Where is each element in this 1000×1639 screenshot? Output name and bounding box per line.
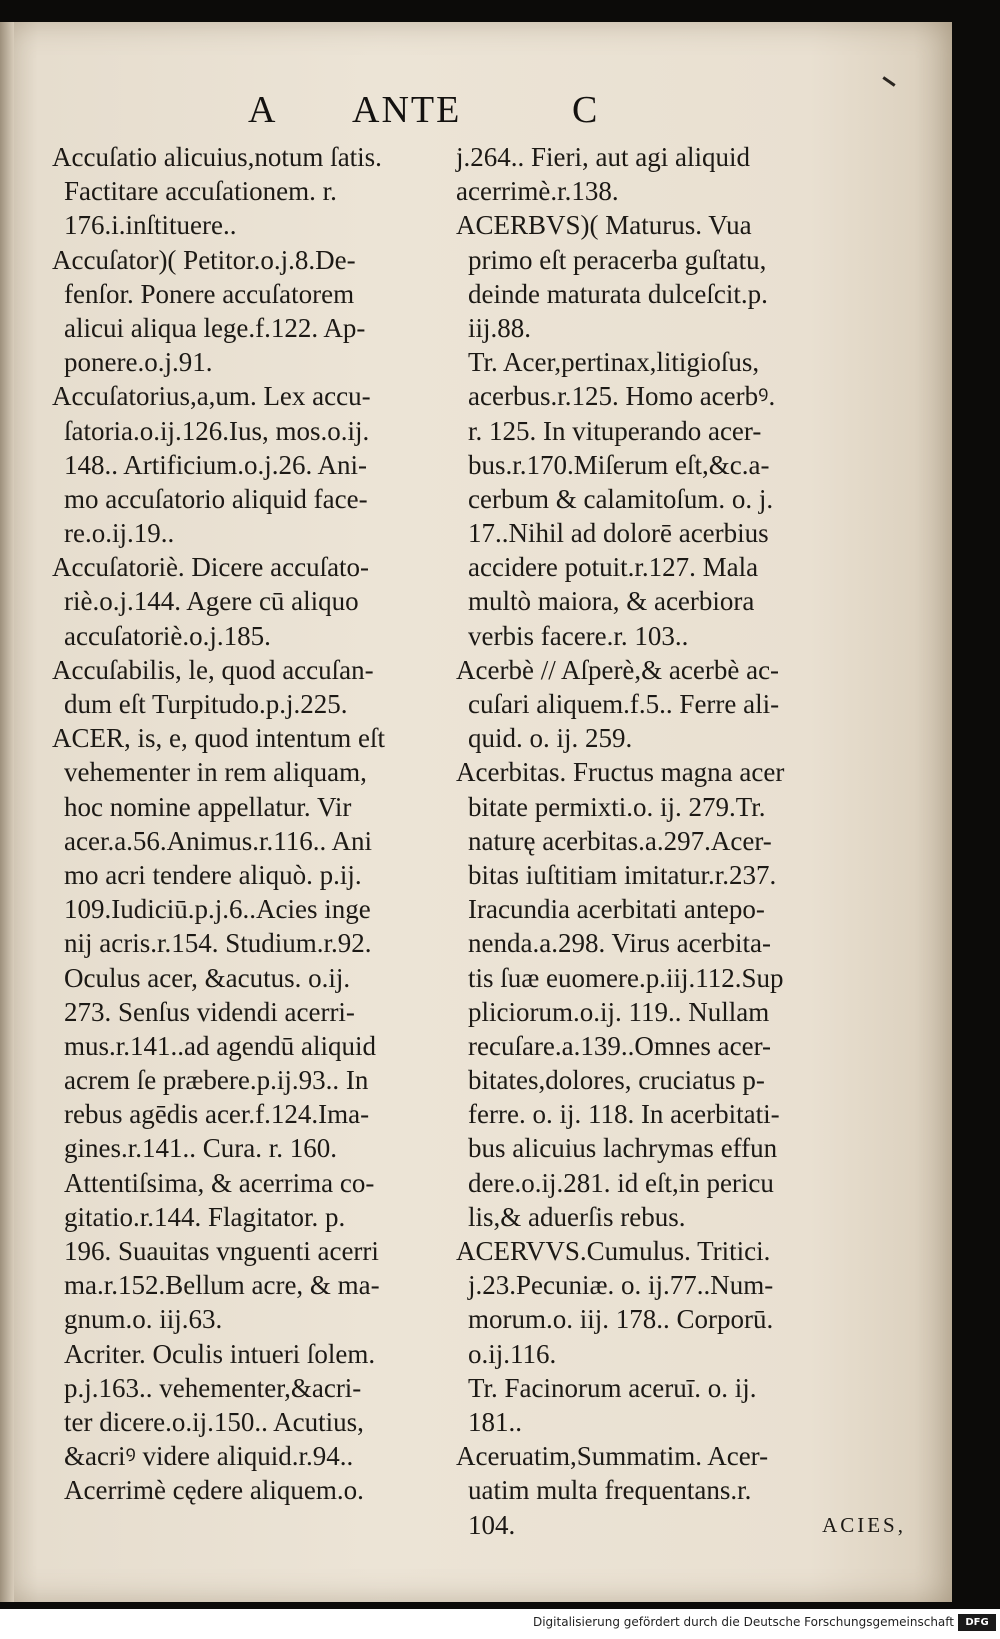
- text-line: bus alicuius lachrymas effun: [468, 1133, 778, 1164]
- text-line: ferre. o. ij. 118. In acerbitati-: [468, 1099, 780, 1130]
- page-corner-mark: [882, 76, 895, 86]
- text-line: acer.a.56.Animus.r.116.. Ani: [64, 825, 372, 856]
- text-line: tis ſuæ euomere.p.iij.112.Sup: [468, 962, 784, 993]
- text-line: hoc nomine appellatur. Vir: [64, 791, 352, 822]
- text-line: mus.r.141..ad agendū aliquid: [64, 1030, 376, 1061]
- text-line: Accuſabilis, le, quod accuſan-: [52, 654, 374, 685]
- text-line: alicui aliqua lege.f.122. Ap-: [64, 312, 366, 343]
- text-line: ſatoria.o.ij.126.Ius, mos.o.ij.: [64, 415, 370, 446]
- text-line: bus.r.170.Miſerum eſt,&c.a-: [468, 449, 770, 480]
- text-line: accuſatoriè.o.j.185.: [64, 620, 271, 651]
- text-line: Aceruatim,Summatim. Acer-: [456, 1441, 769, 1472]
- text-line: nij acris.r.154. Studium.r.92.: [64, 928, 372, 959]
- text-line: Factitare accuſationem. r.: [64, 176, 337, 207]
- text-line: ma.r.152.Bellum acre, & ma-: [64, 1270, 380, 1301]
- text-line: re.o.ij.19..: [64, 518, 175, 549]
- text-line: dere.o.ij.281. id eſt,in pericu: [468, 1167, 774, 1198]
- text-line: uatim multa frequentans.r.: [468, 1475, 752, 1506]
- text-line: acerbus.r.125. Homo acerbꝰ.: [468, 381, 776, 412]
- text-line: lis,& aduerſis rebus.: [468, 1201, 686, 1232]
- text-line: pliciorum.o.ij. 119.. Nullam: [468, 996, 770, 1027]
- text-line: Tr. Acer,pertinax,litigioſus,: [468, 347, 760, 378]
- text-line-content: 104.: [468, 1509, 516, 1540]
- running-head-left: A: [248, 89, 278, 131]
- text-line: primo eſt peracerba guſtatu,: [468, 244, 767, 275]
- text-line: bitas iuſtitiam imitatur.r.237.: [468, 859, 777, 890]
- running-head-right: C: [572, 89, 600, 131]
- catchword: ACIES,: [822, 1512, 906, 1537]
- text-line: acerrimè.r.138.: [456, 176, 619, 207]
- text-line: Oculus acer, &acutus. o.ij.: [64, 962, 351, 993]
- dfg-logo: DFG: [958, 1614, 996, 1631]
- text-line: ter dicere.o.ij.150.. Acutius,: [64, 1406, 364, 1437]
- book-page: [0, 22, 952, 1602]
- text-line: accidere potuit.r.127. Mala: [468, 552, 759, 583]
- left-column: [52, 140, 464, 1508]
- text-line: dum eſt Turpitudo.p.j.225.: [64, 689, 348, 719]
- text-line: p.j.163.. vehementer,&acri-: [64, 1372, 362, 1403]
- text-line: 17..Nihil ad dolorē acerbius: [468, 518, 769, 549]
- text-line: Tr. Facinorum aceruī. o. ij.: [468, 1372, 757, 1403]
- text-line: Acriter. Oculis intueri ſolem.: [64, 1338, 376, 1369]
- text-line: bitate permixti.o. ij. 279.Tr.: [468, 791, 766, 822]
- text-line: mo accuſatorio aliquid face-: [64, 483, 368, 514]
- text-line: r. 125. In vituperando acer-: [468, 415, 762, 446]
- text-line: Accuſator)( Petitor.o.j.8.De-: [52, 244, 356, 275]
- text-line: j.23.Pecuniæ. o. ij.77..Num-: [468, 1270, 774, 1301]
- text-line: rebus agēdis acer.f.124.Ima-: [64, 1099, 370, 1130]
- text-line: ACERBVS)( Maturus. Vua: [456, 210, 752, 241]
- text-line: naturę acerbitas.a.297.Acer-: [468, 825, 772, 856]
- text-line: fenſor. Ponere accuſatorem: [64, 278, 355, 309]
- running-head-center: ANTE: [352, 89, 462, 131]
- text-line: j.264.. Fieri, aut agi aliquid: [456, 142, 750, 172]
- text-line: cuſari aliquem.f.5.. Ferre ali-: [468, 689, 780, 719]
- text-line: verbis facere.r. 103..: [468, 620, 689, 651]
- text-line: gnum.o. iij.63.: [64, 1304, 223, 1335]
- text-line: morum.o. iij. 178.. Corporū.: [468, 1304, 774, 1335]
- text-line: 181..: [468, 1406, 522, 1437]
- text-line: ponere.o.j.91.: [64, 347, 213, 378]
- text-line: gines.r.141.. Cura. r. 160.: [64, 1133, 337, 1164]
- text-line: bitates,dolores, cruciatus p-: [468, 1065, 765, 1096]
- text-line: quid. o. ij. 259.: [468, 723, 633, 754]
- text-line: Iracundia acerbitati antepo-: [468, 894, 765, 925]
- text-line: ACER, is, e, quod intentum eſt: [52, 723, 385, 754]
- text-line: recuſare.a.139..Omnes acer-: [468, 1030, 772, 1061]
- text-line: cerbum & calamitoſum. o. j.: [468, 483, 774, 514]
- text-line: Acerbè // Aſperè,& acerbè ac-: [456, 654, 780, 685]
- page-gutter: [0, 22, 14, 1602]
- text-line: mo acri tendere aliquò. p.ij.: [64, 859, 362, 890]
- text-line: Accuſatoriè. Dicere accuſato-: [52, 552, 370, 583]
- text-line: ACERVVS.Cumulus. Tritici.: [456, 1236, 771, 1266]
- text-line: 109.Iudiciū.p.j.6..Acies inge: [64, 894, 371, 925]
- text-line: vehementer in rem aliquam,: [64, 757, 367, 788]
- running-head: [0, 88, 952, 148]
- text-line: Acerrimè cędere aliquem.o.: [64, 1475, 364, 1506]
- text-line: gitatio.r.144. Flagitator. p.: [64, 1201, 346, 1232]
- text-line: &acriꝰ videre aliquid.r.94..: [64, 1441, 354, 1472]
- text-line: multò maiora, & acerbiora: [468, 586, 755, 617]
- text-line: 273. Senſus videndi acerri-: [64, 996, 355, 1027]
- text-line: 148.. Artificium.o.j.26. Ani-: [64, 449, 367, 480]
- text-line: riè.o.j.144. Agere cū aliquo: [64, 586, 359, 617]
- text-line: Acerbitas. Fructus magna acer: [456, 757, 785, 788]
- footer-bar: [0, 1609, 1000, 1639]
- text-line: iij.88.: [468, 312, 532, 343]
- text-line: Attentiſsima, & acerrima co-: [64, 1167, 375, 1198]
- footer-credit: Digitalisierung gefördert durch die Deutsche Forschungsgemeinschaft: [532, 1615, 954, 1629]
- text-line: deinde maturata dulceſcit.p.: [468, 278, 768, 309]
- text-line: Accuſatio alicuius,notum ſatis.: [52, 142, 382, 172]
- text-line: acrem ſe præbere.p.ij.93.. In: [64, 1065, 369, 1096]
- text-line: nenda.a.298. Virus acerbita-: [468, 928, 772, 959]
- text-line: 196. Suauitas vnguenti acerri: [64, 1236, 379, 1266]
- text-line: 176.i.inſtituere..: [64, 210, 237, 241]
- right-column: [456, 140, 906, 1542]
- text-line: Accuſatorius,a,um. Lex accu-: [52, 381, 371, 412]
- text-line: o.ij.116.: [468, 1338, 557, 1369]
- text-line: [456, 1508, 906, 1542]
